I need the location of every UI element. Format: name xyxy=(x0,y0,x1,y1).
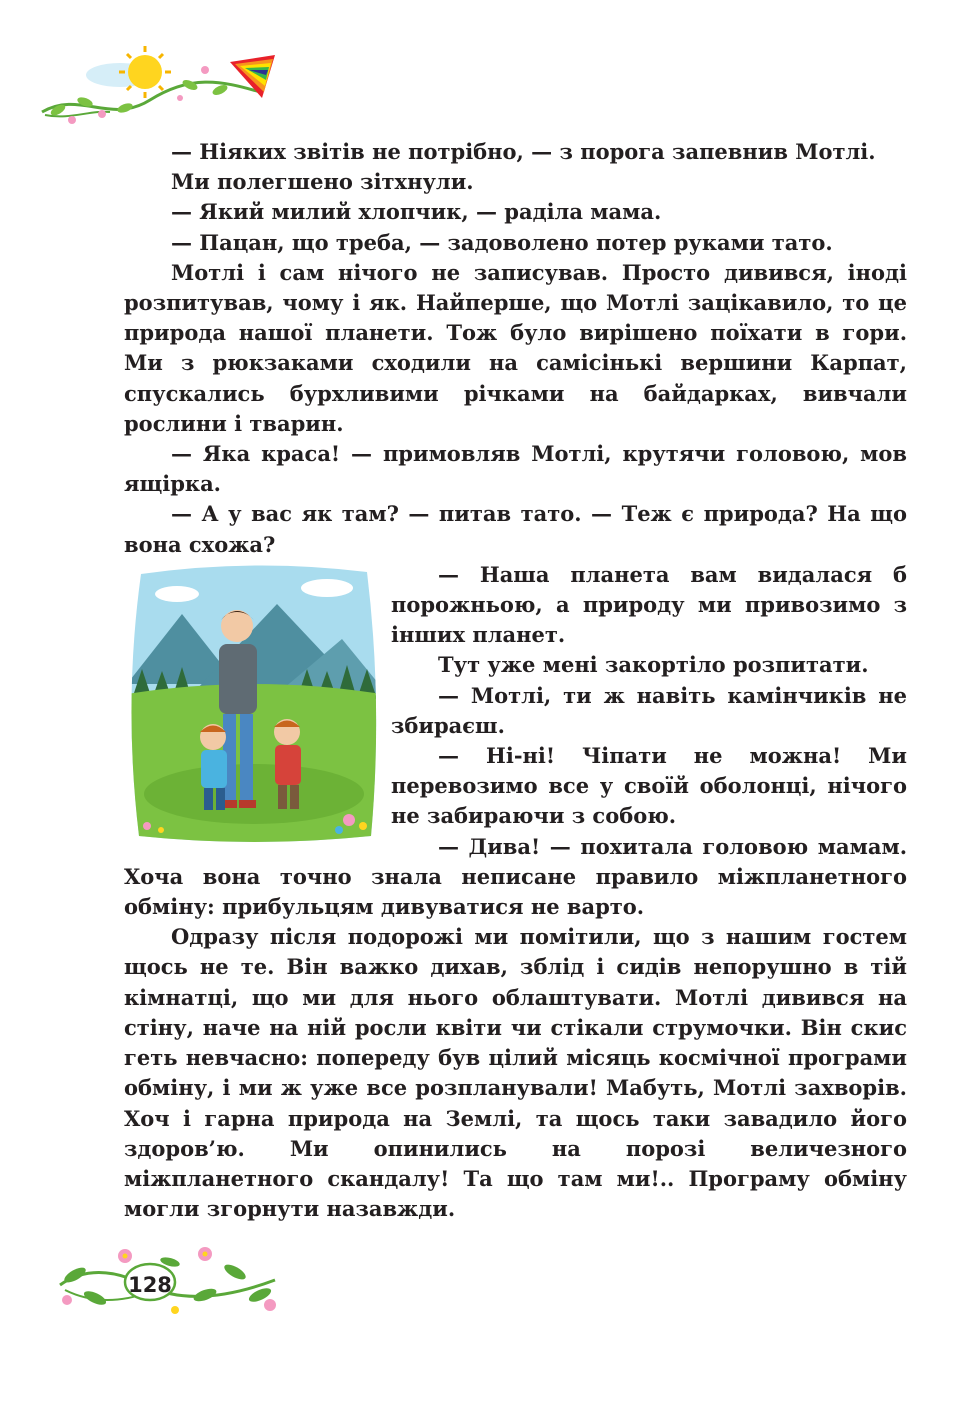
paragraph: Тут уже мені закортіло розпитати. xyxy=(438,652,869,678)
sun-kite-decoration xyxy=(30,40,290,140)
paragraph: — А у вас як там? — питав тато. — Теж є природа? На що вона схожа? xyxy=(124,501,907,557)
paragraph: — Дива! — похитала головою мамам. Хоча вона точно знала неписане правило міжпланетного обміну: прибульцям дивуватися не варто. xyxy=(124,833,907,920)
paragraph: — Наша планета вам видалася б порожньою, а природу ми привозимо з інших планет. xyxy=(391,561,907,648)
paragraph: Мотлі і сам нічого не записував. Просто дивився, іноді розпитував, чому і як. Найперше, що Мотлі зацікавило, то це природа нашої планети. Тож було вирішено поїхати в гори. Ми з рюкзаками сходили на самісінькі вершини Карпат, спускались бурхливими річками на байдарках, вивчали рослини і тварин. xyxy=(124,259,907,436)
paragraph: Одразу після подорожі ми помітили, що з нашим гостем щось не те. Він важко дихав, зблід і сидів непорушно в тій кімнатці, що ми для нього облаштувати. Мотлі дивився на стіну, наче на ній росли квіти чи стікали струмочки. Він скис геть невчасно: попереду був цілий місяць космічної програми обміну, і ми ж уже все розпланували! Мабуть, Мотлі захворів. Хоч і гарна природа на Землі, та щось таки завадило його здоров’ю. Ми опинились на порозі величезного міжпланетного скандалу! Та що там ми!.. Програму обміну могли згорнути назавжди. xyxy=(124,924,907,1222)
paragraph: — Ніяких звітів не потрібно, — з порога запевнив Мотлі. xyxy=(171,139,876,164)
paragraph: — Який милий хлопчик, — раділа мама. xyxy=(171,199,662,225)
kite-icon xyxy=(230,55,275,98)
paragraph: Ми полегшено зітхнули. xyxy=(171,169,474,195)
story-text xyxy=(124,137,907,1224)
paragraph: — Пацан, що треба, — задоволено потер руками тато. xyxy=(171,229,833,255)
paragraph: — Яка краса! — примовляв Мотлі, крутячи головою, мов ящірка. xyxy=(124,441,907,497)
illustration-family-mountains xyxy=(127,564,381,844)
paragraph: — Мотлі, ти ж навіть камінчиків не збираєш. xyxy=(391,682,907,738)
paragraph: — Ні-ні! Чіпати не можна! Ми перевозимо все у своїй оболонці, нічого не забираючи з собою. xyxy=(391,743,907,829)
page-number: 128 xyxy=(128,1273,172,1297)
